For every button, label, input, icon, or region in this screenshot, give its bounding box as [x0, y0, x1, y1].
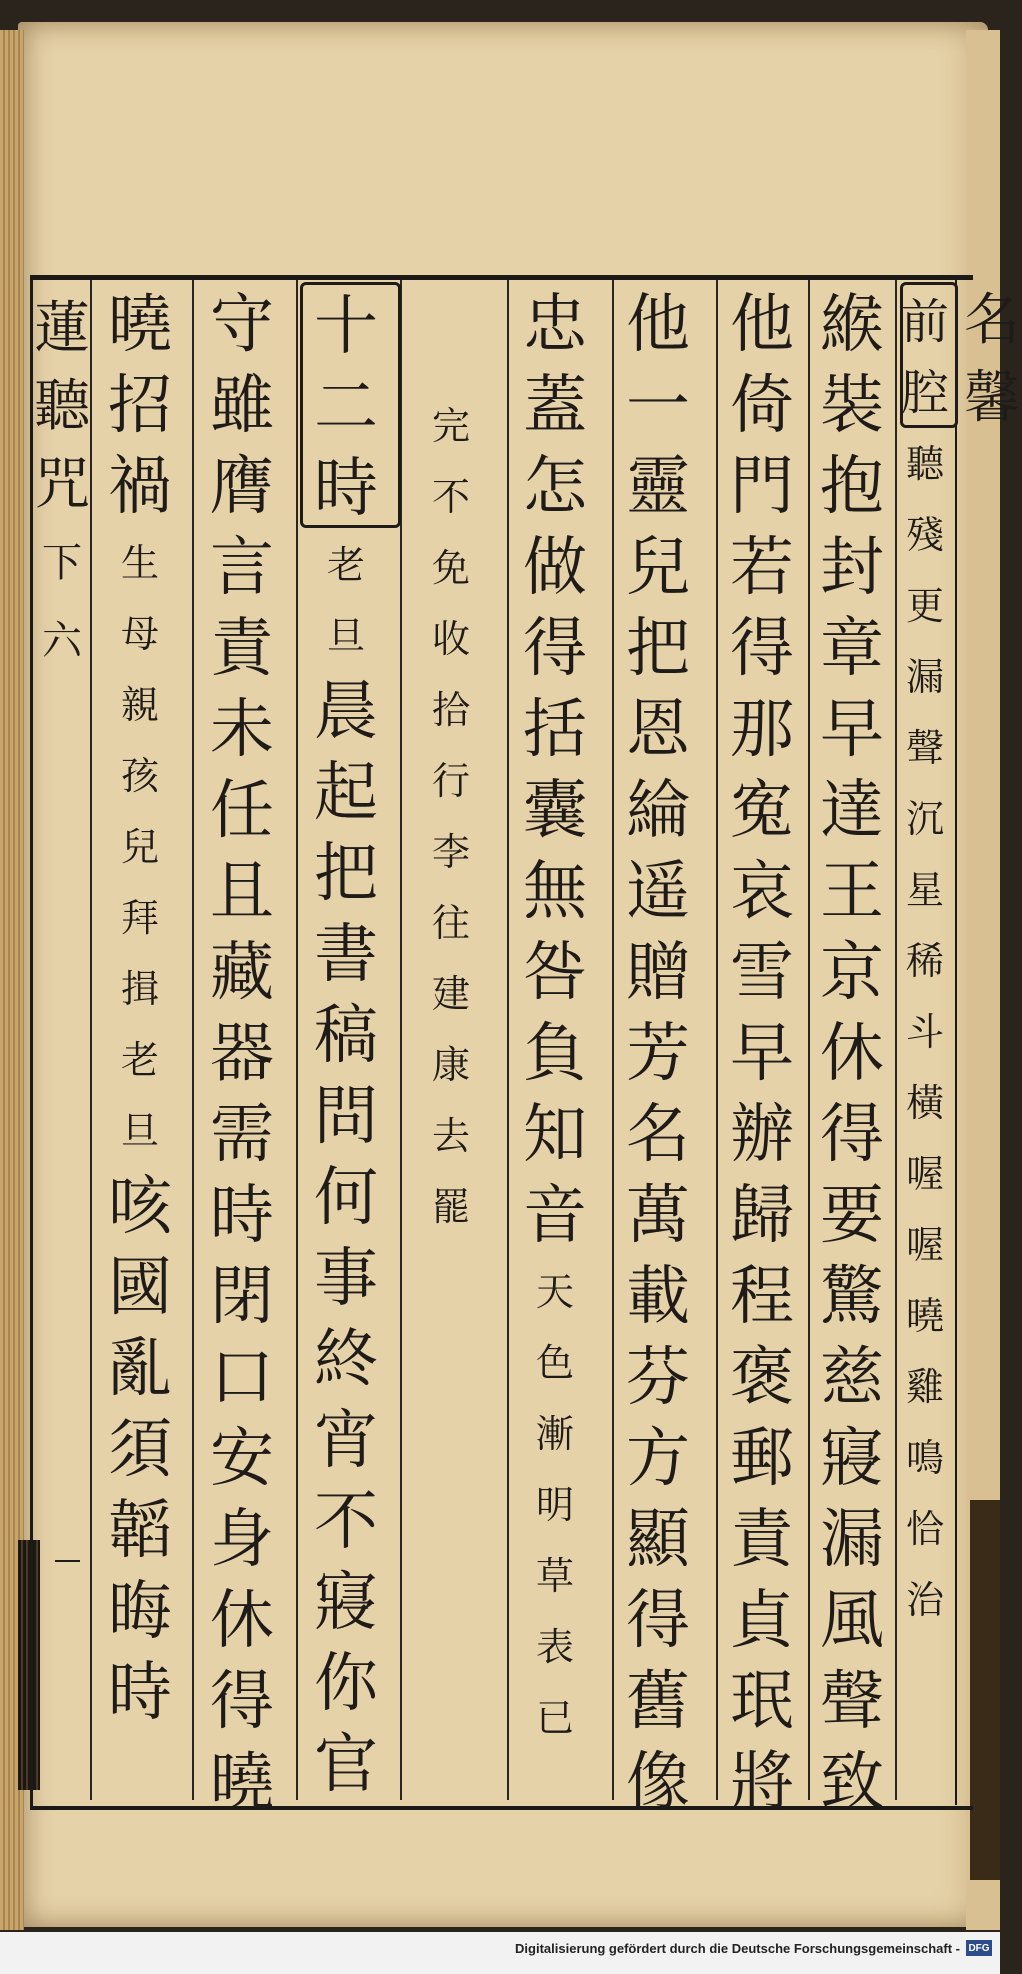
margin-volume: 下 — [42, 540, 82, 586]
column-7-text: 晨 起 把 書 稿 問 何 事 終 宵 不 寢 — [314, 674, 378, 1640]
folio-mark — [55, 1560, 80, 1562]
column-9-small: 生 母 親 孩 兒 拜 揖 老 旦 — [120, 540, 159, 1153]
column-9-text: 曉 招 禍 — [108, 287, 172, 524]
column-divider — [192, 280, 194, 1800]
column-1-text: 聽 殘 更 漏 聲 沉 星 稀 斗 橫 喔 喔 曉 雞 鳴 恰 治 — [905, 441, 944, 1622]
column-divider — [895, 280, 897, 1800]
column-1-boxed: 前 腔 — [900, 293, 949, 421]
column-7-small-top: 老 旦 — [326, 542, 365, 658]
column-6-text: 完 不 免 收 拾 行 李 往 建 康 去 罷 — [431, 403, 470, 1229]
margin-title — [32, 290, 92, 680]
page-shadow-right — [970, 1500, 1000, 1880]
dfg-logo: DFG — [966, 1940, 992, 1956]
column-8 — [202, 284, 282, 1823]
header-label — [962, 282, 1022, 438]
column-divider — [296, 280, 298, 1800]
column-divider — [507, 280, 509, 1800]
footer-credit: Digitalisierung gefördert durch die Deutsche Forschungsgemeinschaft - — [515, 1941, 960, 1956]
column-9 — [100, 284, 180, 1733]
column-7 — [306, 286, 386, 1805]
column-2 — [812, 284, 892, 1823]
margin-title-text: 蓮 聽 咒 — [34, 296, 90, 517]
column-2-text: 緱 裝 抱 封 章 早 達 王 京 休 得 要 驚 慈 寢 漏 風 聲 致 — [820, 287, 884, 1820]
frame-right-border — [955, 275, 957, 1805]
column-5-small: 天 色 漸 明 草 表 已 — [535, 1269, 574, 1740]
column-divider — [716, 280, 718, 1800]
column-3-text: 他 倚 門 若 得 那 寃 哀 雪 早 辦 歸 程 褒 郵 責 貞 珉 將 — [730, 287, 794, 1820]
column-5 — [515, 284, 595, 1753]
margin-page-number: 六 — [42, 618, 82, 664]
column-9-text-2: 咳 國 亂 須 韜 晦 時 — [108, 1169, 172, 1730]
column-divider — [808, 280, 810, 1800]
column-7-boxed: 十 二 時 — [314, 289, 378, 526]
column-7-small-end: 你 官 — [314, 1646, 378, 1802]
column-5-text: 忠 蓋 怎 做 得 括 囊 無 咎 負 知 音 — [523, 287, 587, 1253]
column-3 — [722, 284, 802, 1823]
column-1 — [900, 286, 950, 1635]
column-4-text: 他 一 靈 兒 把 恩 綸 遥 贈 芳 名 萬 載 芬 方 顯 得 舊 像 — [626, 287, 690, 1820]
header-label-text: 名 馨 — [964, 288, 1020, 431]
column-8-text: 守 雖 膺 言 責 未 任 且 藏 器 需 時 閉 口 安 身 休 得 曉 — [210, 287, 274, 1820]
column-6 — [426, 390, 476, 1242]
column-4 — [618, 284, 698, 1823]
column-divider — [612, 280, 614, 1800]
